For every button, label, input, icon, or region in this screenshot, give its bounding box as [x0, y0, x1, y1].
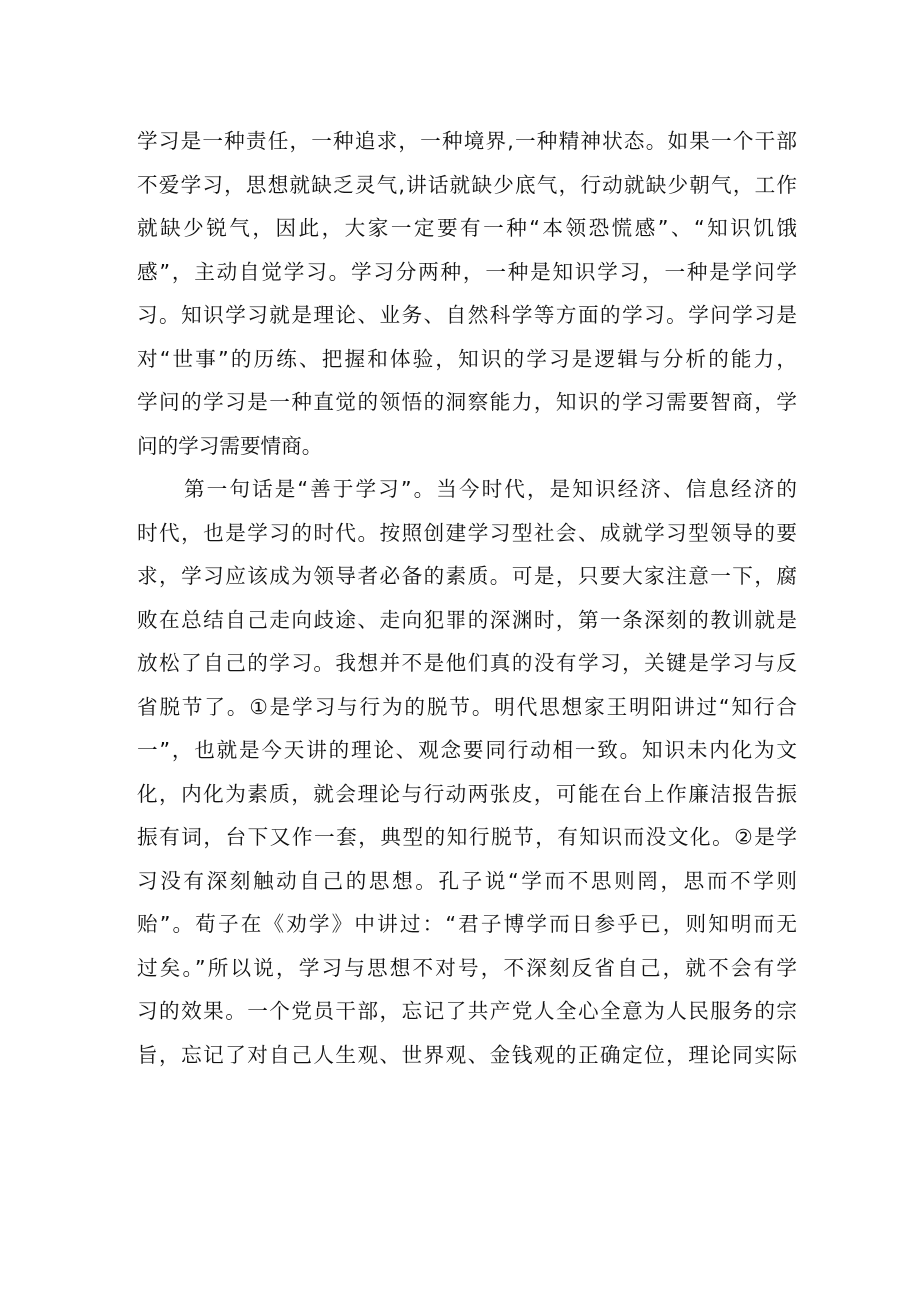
paragraph-line: 过矣。”所以说，学习与思想不对号，不深刻反省自己，就不会有学: [137, 955, 797, 980]
paragraph-1: [137, 120, 797, 468]
paragraph-line: 问的学习需要情商。: [137, 433, 323, 458]
paragraph-line: 习没有深刻触动自己的思想。孔子说“学而不思则罔，思而不学则: [137, 868, 797, 893]
paragraph-line: 习。知识学习就是理论、业务、自然科学等方面的学习。学问学习是: [137, 303, 797, 327]
paragraph-line: 贻”。荀子在《劝学》中讲过：“君子博学而日参乎已，则知明而无: [137, 912, 797, 936]
paragraph-line: 败在总结自己走向歧途、走向犯罪的深渊时，第一条深刻的教训就是: [137, 607, 797, 632]
paragraph-line: 学问的学习是一种直觉的领悟的洞察能力，知识的学习需要智商，学: [137, 390, 797, 414]
document-body: [137, 120, 797, 1077]
paragraph-line: 学习是一种责任，一种追求，一种境界,一种精神状态。如果一个干部: [137, 129, 797, 153]
paragraph-line: 化，内化为素质，就会理论与行动两张皮，可能在台上作廉洁报告振: [137, 781, 797, 806]
paragraph-line: 放松了自己的学习。我想并不是他们真的没有学习，关键是学习与反: [137, 651, 797, 675]
paragraph-line: 旨，忘记了对自己人生观、世界观、金钱观的正确定位，理论同实际: [137, 1042, 797, 1067]
paragraph-line: 对“世事”的历练、把握和体验，知识的学习是逻辑与分析的能力，: [137, 346, 797, 371]
paragraph-2: [137, 468, 797, 1077]
paragraph-line: 振有词，台下又作一套，典型的知行脱节，有知识而没文化。②是学: [137, 825, 797, 849]
paragraph-line: 省脱节了。①是学习与行为的脱节。明代思想家王明阳讲过“知行合: [137, 694, 797, 719]
paragraph-line: 求，学习应该成为领导者必备的素质。可是，只要大家注意一下，腐: [137, 564, 797, 588]
paragraph-line: 时代，也是学习的时代。按照创建学习型社会、成就学习型领导的要: [137, 520, 797, 545]
paragraph-line: 第一句话是“善于学习”。当今时代，是知识经济、信息经济的: [184, 477, 797, 501]
paragraph-line: 一”，也就是今天讲的理论、观念要同行动相一致。知识未内化为文: [137, 738, 797, 762]
paragraph-line: 习的效果。一个党员干部，忘记了共产党人全心全意为人民服务的宗: [137, 999, 797, 1023]
paragraph-line: 不爱学习，思想就缺乏灵气,讲话就缺少底气，行动就缺少朝气，工作: [137, 172, 797, 197]
paragraph-line: 就缺少锐气，因此，大家一定要有一种“本领恐慌感”、“知识饥饿: [137, 216, 797, 240]
paragraph-line: 感”，主动自觉学习。学习分两种，一种是知识学习，一种是学问学: [137, 259, 797, 284]
